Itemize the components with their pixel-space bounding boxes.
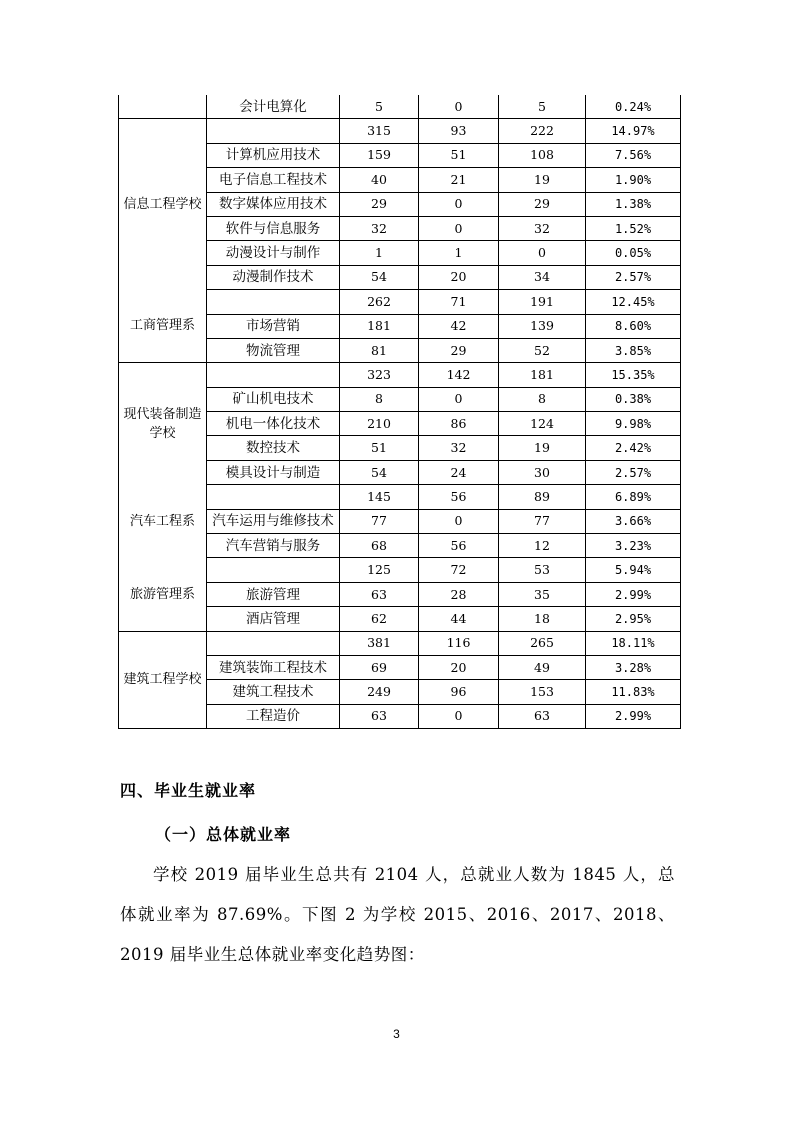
count-total-cell: 210 — [340, 412, 419, 436]
count-total-cell: 63 — [340, 704, 419, 728]
body-paragraph: 学校 2019 届毕业生总共有 2104 人，总就业人数为 1845 人，总体就业率为 87.69%。下图 2 为学校 2015、2016、2017、2018、2019 届毕业生总体就业率变化趋势图： — [120, 865, 675, 964]
count-b-cell: 21 — [419, 168, 499, 192]
count-total-cell: 29 — [340, 192, 419, 216]
percent-cell: 3.66% — [586, 509, 681, 533]
major-cell: 计算机应用技术 — [207, 143, 340, 167]
major-cell: 汽车营销与服务 — [207, 534, 340, 558]
count-c-cell: 12 — [499, 534, 586, 558]
percent-cell: 5.94% — [586, 558, 681, 582]
count-total-cell: 1 — [340, 241, 419, 265]
count-c-cell: 63 — [499, 704, 586, 728]
count-c-cell: 191 — [499, 290, 586, 314]
table-row — [119, 558, 681, 582]
percent-cell: 2.99% — [586, 704, 681, 728]
count-c-cell: 139 — [499, 314, 586, 338]
count-c-cell: 108 — [499, 143, 586, 167]
count-b-cell: 44 — [419, 607, 499, 631]
percent-cell: 0.24% — [586, 95, 681, 119]
count-b-cell: 0 — [419, 704, 499, 728]
percent-cell: 7.56% — [586, 143, 681, 167]
major-cell: 工程造价 — [207, 704, 340, 728]
count-c-cell: 153 — [499, 680, 586, 704]
subsection-heading: （一）总体就业率 — [155, 825, 292, 844]
table-row — [119, 485, 681, 509]
percent-cell: 9.98% — [586, 412, 681, 436]
count-c-cell: 89 — [499, 485, 586, 509]
count-c-cell: 222 — [499, 119, 586, 143]
count-c-cell: 0 — [499, 241, 586, 265]
major-cell: 模具设计与制造 — [207, 460, 340, 484]
count-total-cell: 5 — [340, 95, 419, 119]
count-total-cell: 315 — [340, 119, 419, 143]
count-b-cell: 24 — [419, 460, 499, 484]
count-b-cell: 51 — [419, 143, 499, 167]
count-c-cell: 124 — [499, 412, 586, 436]
department-cell — [119, 95, 207, 119]
count-b-cell: 32 — [419, 436, 499, 460]
percent-cell: 2.42% — [586, 436, 681, 460]
major-cell — [207, 363, 340, 387]
table-body — [119, 95, 681, 729]
major-cell: 软件与信息服务 — [207, 216, 340, 240]
count-b-cell: 20 — [419, 265, 499, 289]
count-b-cell: 71 — [419, 290, 499, 314]
count-c-cell: 181 — [499, 363, 586, 387]
percent-cell: 14.97% — [586, 119, 681, 143]
employment-stats-table — [118, 95, 681, 729]
count-c-cell: 19 — [499, 436, 586, 460]
department-cell: 信息工程学校 — [119, 119, 207, 290]
count-b-cell: 0 — [419, 216, 499, 240]
count-total-cell: 125 — [340, 558, 419, 582]
count-total-cell: 323 — [340, 363, 419, 387]
count-c-cell: 52 — [499, 338, 586, 362]
percent-cell: 1.52% — [586, 216, 681, 240]
count-total-cell: 32 — [340, 216, 419, 240]
count-b-cell: 56 — [419, 534, 499, 558]
major-cell: 市场营销 — [207, 314, 340, 338]
major-cell: 会计电算化 — [207, 95, 340, 119]
count-c-cell: 30 — [499, 460, 586, 484]
major-cell — [207, 119, 340, 143]
count-b-cell: 56 — [419, 485, 499, 509]
percent-cell: 1.90% — [586, 168, 681, 192]
count-b-cell: 28 — [419, 582, 499, 606]
count-b-cell: 96 — [419, 680, 499, 704]
count-b-cell: 20 — [419, 655, 499, 679]
count-c-cell: 34 — [499, 265, 586, 289]
count-total-cell: 62 — [340, 607, 419, 631]
count-c-cell: 32 — [499, 216, 586, 240]
count-total-cell: 381 — [340, 631, 419, 655]
major-cell: 电子信息工程技术 — [207, 168, 340, 192]
department-cell: 现代装备制造学校 — [119, 363, 207, 485]
major-cell: 机电一体化技术 — [207, 412, 340, 436]
major-cell — [207, 631, 340, 655]
count-total-cell: 68 — [340, 534, 419, 558]
count-b-cell: 0 — [419, 387, 499, 411]
count-total-cell: 40 — [340, 168, 419, 192]
percent-cell: 6.89% — [586, 485, 681, 509]
section-heading: 四、毕业生就业率 — [120, 781, 257, 800]
count-b-cell: 72 — [419, 558, 499, 582]
major-cell: 旅游管理 — [207, 582, 340, 606]
percent-cell: 2.57% — [586, 265, 681, 289]
percent-cell: 3.28% — [586, 655, 681, 679]
percent-cell: 2.99% — [586, 582, 681, 606]
major-cell: 数字媒体应用技术 — [207, 192, 340, 216]
table-row — [119, 363, 681, 387]
major-cell: 建筑工程技术 — [207, 680, 340, 704]
count-b-cell: 1 — [419, 241, 499, 265]
major-cell: 汽车运用与维修技术 — [207, 509, 340, 533]
percent-cell: 11.83% — [586, 680, 681, 704]
major-cell: 酒店管理 — [207, 607, 340, 631]
major-cell: 动漫制作技术 — [207, 265, 340, 289]
percent-cell: 12.45% — [586, 290, 681, 314]
count-total-cell: 51 — [340, 436, 419, 460]
table-row — [119, 290, 681, 314]
count-b-cell: 0 — [419, 192, 499, 216]
major-cell — [207, 290, 340, 314]
major-cell: 动漫设计与制作 — [207, 241, 340, 265]
count-b-cell: 42 — [419, 314, 499, 338]
department-cell: 工商管理系 — [119, 290, 207, 363]
major-cell: 建筑装饰工程技术 — [207, 655, 340, 679]
percent-cell: 3.23% — [586, 534, 681, 558]
major-cell — [207, 558, 340, 582]
count-c-cell: 49 — [499, 655, 586, 679]
major-cell: 矿山机电技术 — [207, 387, 340, 411]
count-c-cell: 265 — [499, 631, 586, 655]
count-total-cell: 63 — [340, 582, 419, 606]
count-b-cell: 0 — [419, 509, 499, 533]
department-cell: 建筑工程学校 — [119, 631, 207, 729]
count-c-cell: 8 — [499, 387, 586, 411]
count-b-cell: 0 — [419, 95, 499, 119]
count-b-cell: 86 — [419, 412, 499, 436]
department-cell: 汽车工程系 — [119, 485, 207, 558]
department-cell: 旅游管理系 — [119, 558, 207, 631]
count-b-cell: 29 — [419, 338, 499, 362]
count-b-cell: 116 — [419, 631, 499, 655]
count-total-cell: 249 — [340, 680, 419, 704]
percent-cell: 0.38% — [586, 387, 681, 411]
count-total-cell: 145 — [340, 485, 419, 509]
count-c-cell: 53 — [499, 558, 586, 582]
percent-cell: 18.11% — [586, 631, 681, 655]
page-number: 3 — [393, 1027, 400, 1041]
count-total-cell: 77 — [340, 509, 419, 533]
count-b-cell: 142 — [419, 363, 499, 387]
percent-cell: 15.35% — [586, 363, 681, 387]
count-total-cell: 54 — [340, 265, 419, 289]
major-cell: 物流管理 — [207, 338, 340, 362]
major-cell: 数控技术 — [207, 436, 340, 460]
count-total-cell: 69 — [340, 655, 419, 679]
percent-cell: 2.57% — [586, 460, 681, 484]
count-b-cell: 93 — [419, 119, 499, 143]
count-c-cell: 19 — [499, 168, 586, 192]
percent-cell: 8.60% — [586, 314, 681, 338]
major-cell — [207, 485, 340, 509]
count-c-cell: 35 — [499, 582, 586, 606]
count-c-cell: 5 — [499, 95, 586, 119]
percent-cell: 1.38% — [586, 192, 681, 216]
table-row — [119, 95, 681, 119]
percent-cell: 0.05% — [586, 241, 681, 265]
count-c-cell: 77 — [499, 509, 586, 533]
count-total-cell: 81 — [340, 338, 419, 362]
count-c-cell: 29 — [499, 192, 586, 216]
table-row — [119, 119, 681, 143]
percent-cell: 2.95% — [586, 607, 681, 631]
count-total-cell: 8 — [340, 387, 419, 411]
count-c-cell: 18 — [499, 607, 586, 631]
count-total-cell: 262 — [340, 290, 419, 314]
table-row — [119, 631, 681, 655]
percent-cell: 3.85% — [586, 338, 681, 362]
count-total-cell: 54 — [340, 460, 419, 484]
count-total-cell: 159 — [340, 143, 419, 167]
count-total-cell: 181 — [340, 314, 419, 338]
